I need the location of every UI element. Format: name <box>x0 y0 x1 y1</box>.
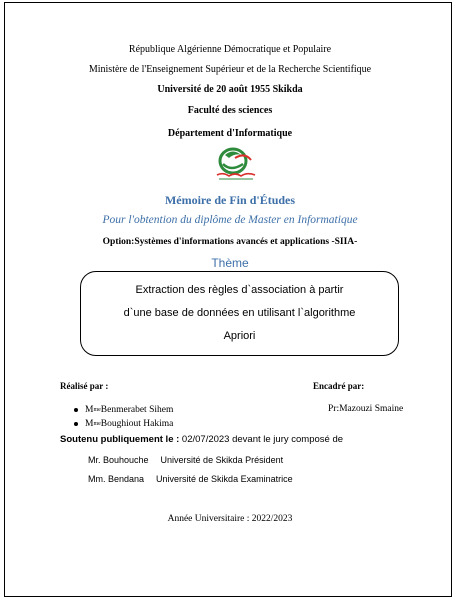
republic-heading: République Algérienne Démocratique et Populaire <box>128 44 332 55</box>
student-name: Boughiout Hakima <box>100 419 174 429</box>
supervisor-name: Pr:Mazouzi Smaine <box>328 404 404 414</box>
jury-member <box>88 455 283 465</box>
theme-label: Thème <box>211 256 249 270</box>
jury-affiliation: Université de Skikda Président <box>160 455 284 465</box>
department-heading: Département d'Informatique <box>167 128 293 139</box>
theme-box <box>80 271 399 356</box>
defense-date: 02/07/2023 <box>181 434 230 445</box>
theme-line-3: Apriori <box>223 330 256 342</box>
ministry-heading: Ministère de l'Enseignement Supérieur et de la Recherche Scientifique <box>88 64 372 75</box>
student-item <box>74 405 173 415</box>
supervisor-label: Encadré par: <box>313 381 365 391</box>
student-item <box>74 419 173 429</box>
theme-line-1: Extraction des règles d`association à partir <box>135 284 344 296</box>
jury-name: Mm. Bendana <box>88 474 145 484</box>
defense-label: Soutenu publiquement le : <box>60 434 180 445</box>
memoire-subtitle: Pour l'obtention du diplôme de Master en Informatique <box>102 214 358 226</box>
theme-line-2: d`une base de données en utilisant l`algorithme <box>123 307 356 319</box>
option-line: Option:Systèmes d'informations avancés et applications -SIIA- <box>102 237 358 247</box>
defense-text: devant le jury composé de <box>232 434 344 445</box>
faculty-heading: Faculté des sciences <box>187 105 273 116</box>
student-title: M <box>85 419 94 429</box>
student-title-sup: me <box>93 421 101 427</box>
memoire-title: Mémoire de Fin d'Études <box>164 193 296 207</box>
jury-affiliation: Université de Skikda Examinatrice <box>156 474 293 484</box>
defense-line <box>60 434 343 445</box>
student-name: Benmerabet Sihem <box>100 405 174 415</box>
bullet-icon <box>74 422 78 426</box>
jury-member <box>88 474 293 484</box>
jury-name: Mr. Bouhouche <box>88 455 149 465</box>
authors-label: Réalisé par : <box>60 381 109 391</box>
university-logo-icon <box>211 146 261 184</box>
student-title: M <box>85 405 94 415</box>
university-heading: Université de 20 août 1955 Skikda <box>157 84 303 95</box>
student-title-sup: me <box>93 407 101 413</box>
bullet-icon <box>74 408 78 412</box>
academic-year: Année Universitaire : 2022/2023 <box>167 514 293 524</box>
